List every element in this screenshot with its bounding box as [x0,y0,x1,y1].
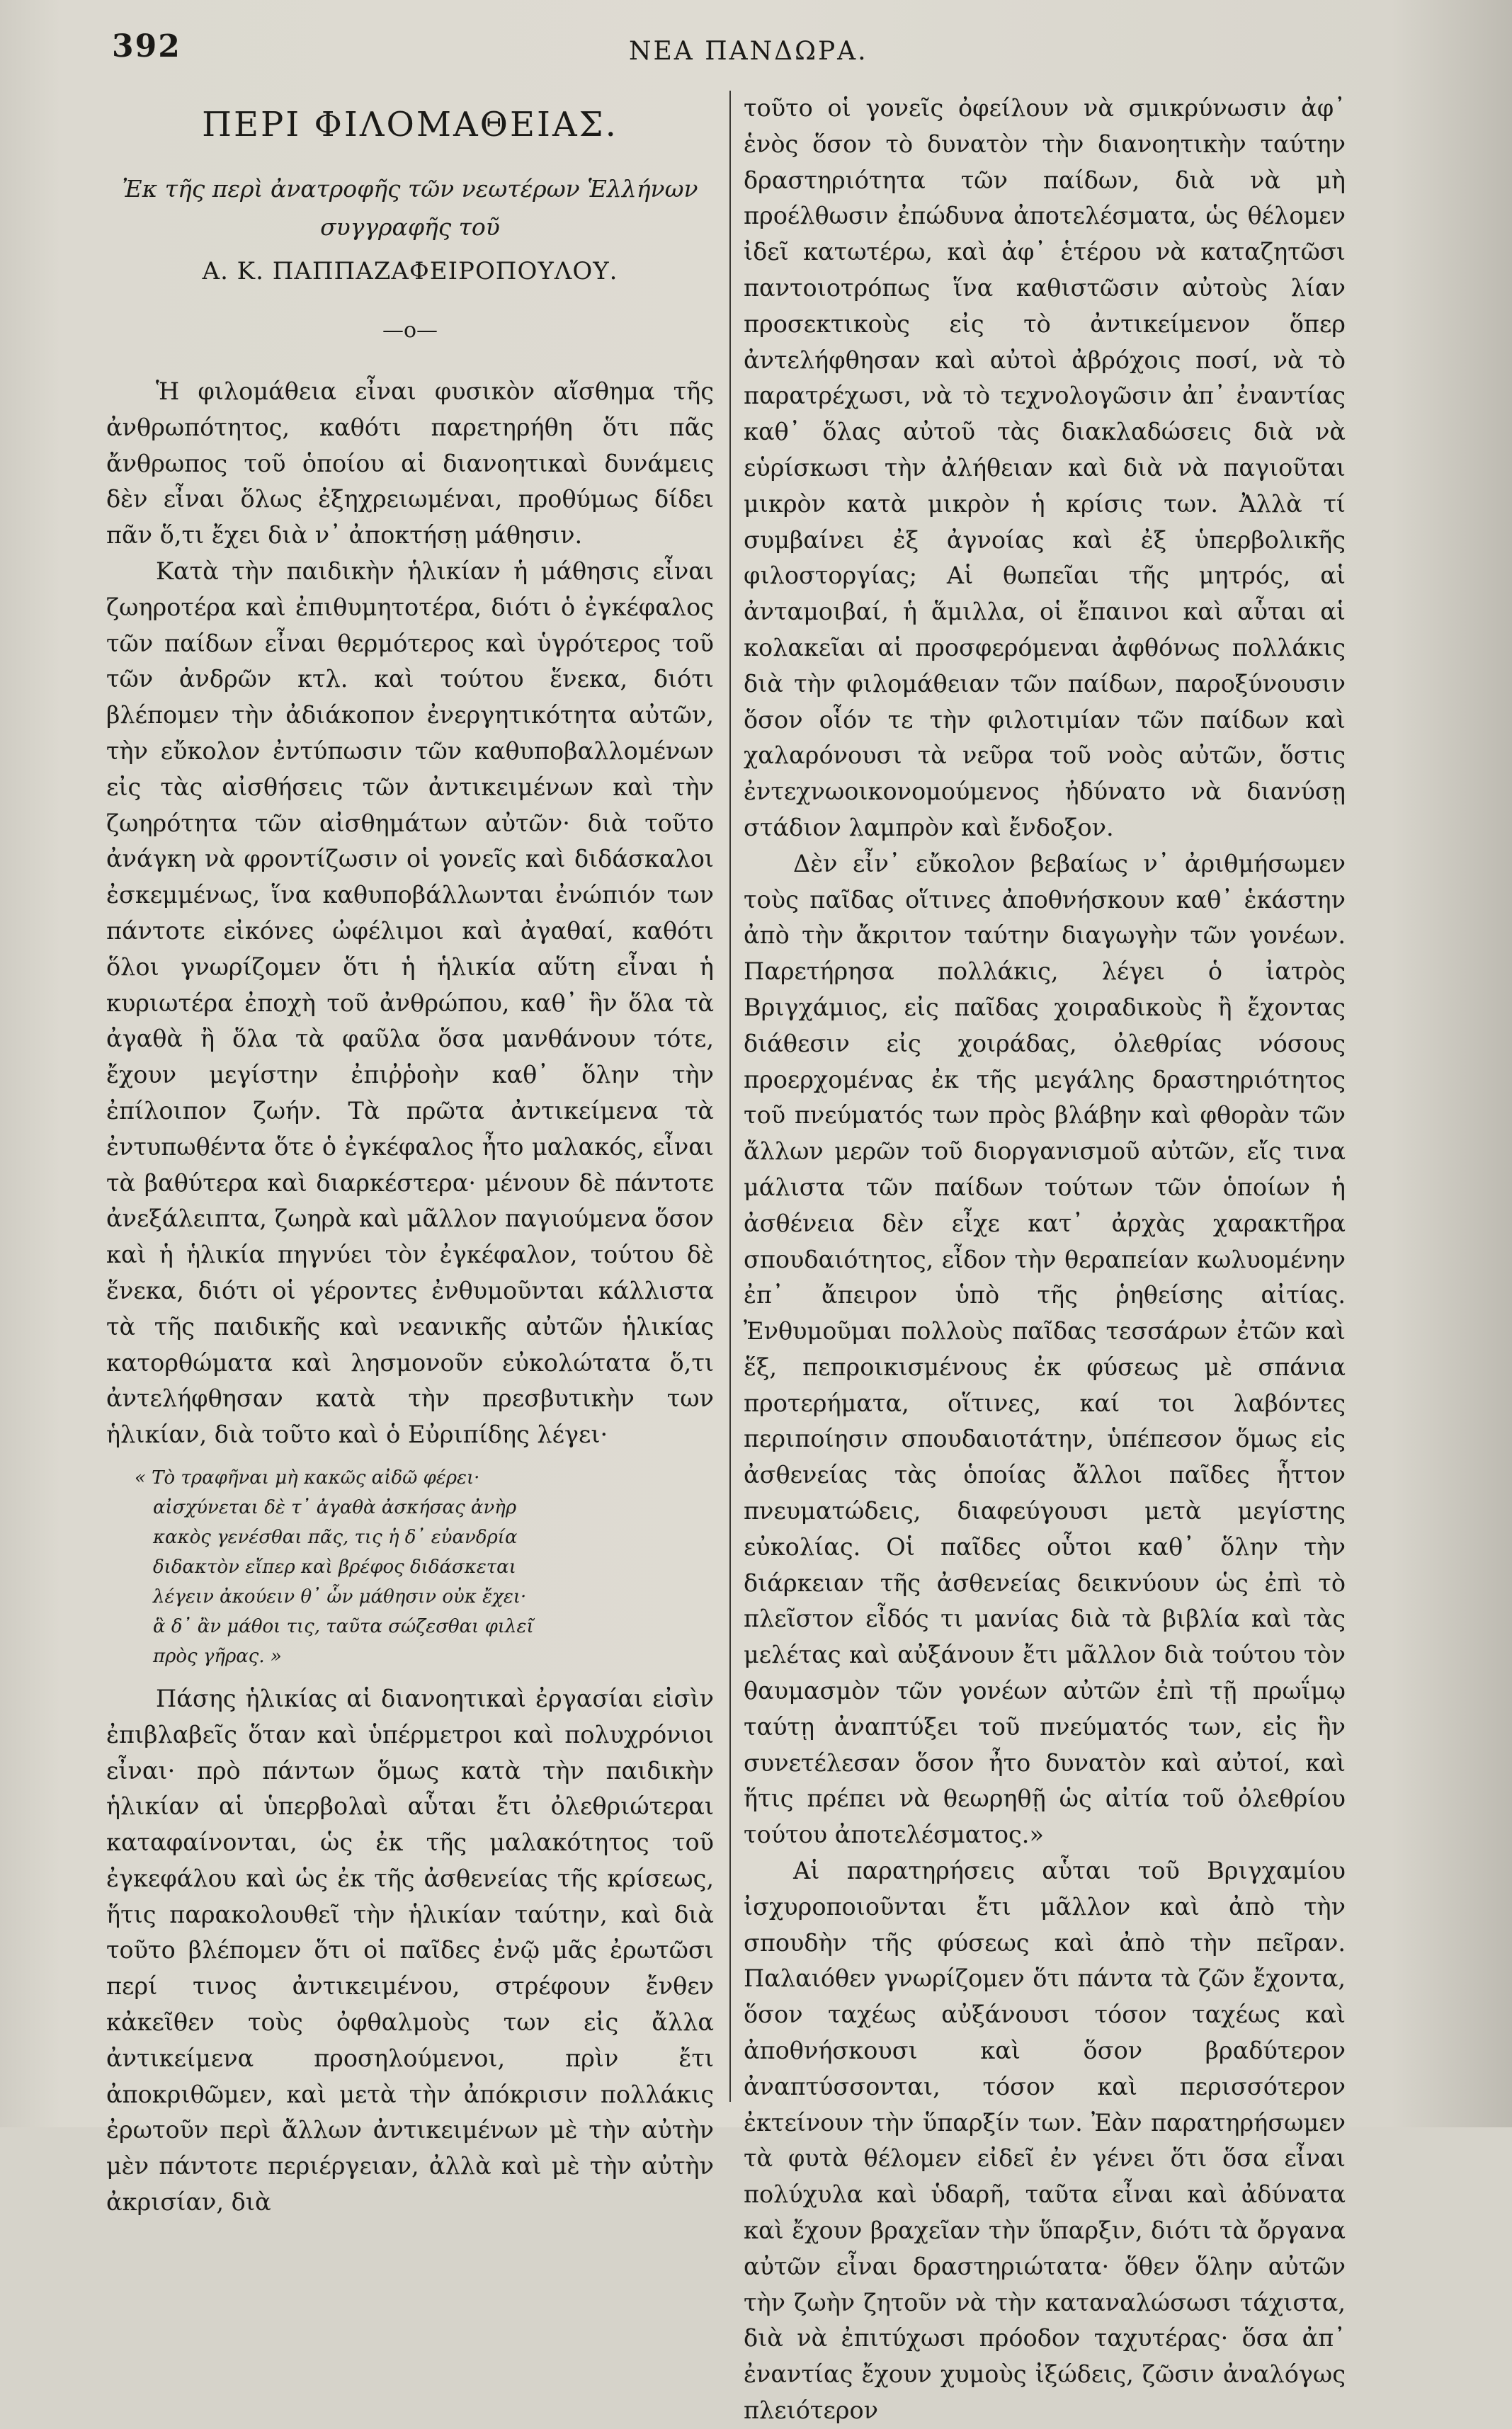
paragraph-right-3: Αἱ παρατηρήσεις αὗται τοῦ Βριγχαμίου ἰσχυροποιοῦνται ἔτι μᾶλλον καὶ ἀπὸ τὴν σπουδὴν τῆς φύσεως καὶ ἀπὸ τὴν πεῖραν. Παλαιόθεν γνωρίζομεν ὅτι πάντα τὰ ζῶν ἔχοντα, ὅσον ταχέως αὐξάνουσι τόσον ταχέως καὶ ἀποθνήσκουσι καὶ ὅσον βραδύτερον ἀναπτύσσονται, τόσον καὶ περισσότερον ἐκτείνουν τὴν ὕπαρξίν των. Ἐὰν παρατηρήσωμεν τὰ φυτὰ θέλομεν εἰδεῖ ἐν γένει ὅτι ὅσα εἶναι πολύχυλα καὶ ὑδαρῆ, ταῦτα εἶναι καὶ ἀδύνατα καὶ ἔχουν βραχεῖαν τὴν ὕπαρξιν, διότι τὰ ὄργανα αὐτῶν εἶναι δραστηριώτατα· ὅθεν ὅλην αὐτῶν τὴν ζωὴν ζητοῦν νὰ τὴν καταναλώσωσι τάχιστα, διὰ νὰ ἐπιτύχωσι πρόοδον ταχυτέρας· ὅσα ἀπ᾽ ἐναντίας ἔχουν χυμοὺς ἰξώδεις, ζῶσιν ἀναλόγως πλειότερον [744,1857,1346,2424]
paragraph-left-3: Πάσης ἡλικίας αἱ διανοητικαὶ ἐργασίαι εἰσὶν ἐπιβλαβεῖς ὅταν καὶ ὑπέρμετροι καὶ πολυχρόνιοι εἶναι· πρὸ πάντων ὅμως κατὰ τὴν παιδικὴν ἡλικίαν αἱ ὑπερβολαὶ αὗται ἔτι ὀλεθριώτεραι καταφαίνονται, ὡς ἐκ τῆς μαλακότητος τοῦ ἐγκεφάλου καὶ ὡς ἐκ τῆς ἀσθενείας τῆς κρίσεως, ἥτις παρακολουθεῖ τὴν ἡλικίαν ταύτην, καὶ διὰ τοῦτο βλέπομεν ὅτι οἱ παῖδες ἐνῷ μᾶς ἐρωτῶσι περί τινος ἀντικειμένου, στρέφουν ἔνθεν κἀκεῖθεν τοὺς ὀφθαλμοὺς των εἰς ἄλλα ἀντικείμενα προσηλούμενοι, πρὶν ἔτι ἀποκριθῶμεν, καὶ μετὰ τὴν ἀπόκρισιν πολλάκις ἐρωτοῦν περὶ ἄλλων ἀντικειμένων μὲ τὴν αὐτὴν μὲν πάντοτε περιέργειαν, ἀλλὰ καὶ μὲ τὴν αὐτὴν ἀκρισίαν, διὰ [106,1684,714,2217]
quote-line: ἃ δ᾽ ἂν μάθοι τις, ταῦτα σώζεσθαι φιλεῖ [153,1615,534,1637]
quote-line: διδακτὸν εἴπερ καὶ βρέφος διδάσκεται [153,1556,516,1578]
right-column [744,91,1346,2429]
article-title: ΠΕΡΙ ΦΙΛΟΜΑΘΕΙΑΣ. [202,105,618,144]
paragraph-right-2: Δὲν εἶν᾽ εὔκολον βεβαίως ν᾽ ἀριθμήσωμεν τοὺς παῖδας οἵτινες ἀποθνήσκουν καθ᾽ ἑκάστην ἀπὸ τὴν ἄκριτον ταύτην διαγωγὴν τῶν γονέων. Παρετήρησα πολλάκις, λέγει ὁ ἰατρὸς Βριγχάμιος, εἰς παῖδας χοιραδικοὺς ἢ ἔχοντας διάθεσιν εἰς χοιράδας, ὀλεθρίας νόσους προερχομένας ἐκ τῆς μεγάλης δραστηριότητος τοῦ πνεύματός των πρὸς βλάβην καὶ φθορὰν τῶν ἄλλων μερῶν τοῦ διοργανισμοῦ αὐτῶν, εἴς τινα μάλιστα τῶν παίδων τούτων τῶν ὁποίων ἡ ἀσθένεια δὲν εἶχε κατ᾽ ἀρχὰς χαρακτῆρα σπουδαιότητος, εἶδον τὴν θεραπείαν κωλυομένην ἐπ᾽ ἄπειρον ὑπὸ τῆς ῥηθείσης αἰτίας. Ἐνθυμοῦμαι πολλοὺς παῖδας τεσσάρων ἐτῶν καὶ ἕξ, πεπροικισμένους ἐκ φύσεως μὲ σπάνια προτερήματα, οἵτινες, καί τοι λαβόντες περιποίησιν σπουδαιοτάτην, ὑπέπεσον ὅμως εἰς ἀσθενείας τὰς ὁποίας ἄλλοι παῖδες ἧττον πνευματώδεις, διαφεύγουσι μετὰ μεγίστης εὐκολίας. Οἱ παῖδες οὗτοι καθ᾽ ὅλην τὴν διάρκειαν τῆς ἀσθενείας δεικνύουν ὡς ἐπὶ τὸ πλεῖστον εἶδός τι μανίας διὰ τὰ βιβλία καὶ τὰς μελέτας καὶ αὐξάνουν ἔτι μᾶλλον διὰ τούτου τὸν θαυμασμὸν τῶν γονέων αὐτῶν ἐπὶ τῇ πρωΐμῳ ταύτῃ ἀναπτύξει τοῦ πνεύματός των, εἰς ἣν συνετέλεσαν ὅσον ἦτο δυνατὸν καὶ αὐτοί, καὶ ἥτις πρέπει νὰ θεωρηθῇ ὡς αἰτία τοῦ ὀλεθρίου τούτου ἀποτελέσματος.» [744,849,1346,1849]
column-divider [729,91,731,2102]
quote-line: κακὸς γενέσθαι πᾶς, τις ἡ δ᾽ εὐανδρία [153,1526,518,1548]
quote-line: « Τὸ τραφῆναι μὴ κακῶς αἰδῶ φέρει· [135,1467,480,1489]
quote-line: αἰσχύνεται δὲ τ᾽ ἀγαθὰ ἀσκήσας ἀνὴρ [153,1496,517,1518]
quote-line: πρὸς γῆρας. » [153,1645,282,1667]
paragraph-left-2: Κατὰ τὴν παιδικὴν ἡλικίαν ἡ μάθησις εἶναι ζωηροτέρα καὶ ἐπιθυμητοτέρα, διότι ὁ ἐγκέφαλος τῶν παίδων εἶναι θερμότερος καὶ ὑγρότερος τοῦ τῶν ἀνδρῶν κτλ. καὶ τούτου ἕνεκα, διότι βλέπομεν τὴν ἀδιάκοπον ἐνεργητικότητα αὐτῶν, τὴν εὔκολον ἐντύπωσιν τῶν καθυποβαλλομένων εἰς τὰς αἰσθήσεις τῶν ἀντικειμένων καὶ τὴν ζωηρότητα τῶν αἰσθημάτων αὐτῶν· διὰ τοῦτο ἀνάγκη νὰ φροντίζωσιν οἱ γονεῖς καὶ διδάσκαλοι ἐσκεμμένως, ἵνα καθυποβάλλωνται ἐνώπιόν των πάντοτε εἰκόνες ὠφέλιμοι καὶ ἀγαθαί, καθότι ὅλοι γνωρίζομεν ὅτι ἡ ἡλικία αὕτη εἶναι ἡ κυριωτέρα ἐποχὴ τοῦ ἀνθρώπου, καθ᾽ ἣν ὅλα τὰ ἀγαθὰ ἢ ὅλα τὰ φαῦλα ὅσα μανθάνουν τότε, ἔχουν μεγίστην ἐπιῤῥοὴν καθ᾽ ὅλην τὴν ἐπίλοιπον ζωήν. Τὰ πρῶτα ἀντικείμενα τὰ ἐντυπωθέντα ὅτε ὁ ἐγκέφαλος ἦτο μαλακός, εἶναι τὰ βαθύτερα καὶ διαρκέστερα· μένουν δὲ πάντοτε ἀνεξάλειπτα, ζωηρὰ καὶ μᾶλλον παγιούμενα ὅσον καὶ ἡ ἡλικία πηγνύει τὸν ἐγκέφαλον, τούτου δὲ ἕνεκα, διότι οἱ γέροντες ἐνθυμοῦνται κάλλιστα τὰ τῆς παιδικῆς καὶ νεανικῆς αὐτῶν ἡλικίας κατορθώματα καὶ λησμονοῦν εὐκολώτατα ὅ,τι ἀντελήφθησαν κατὰ τὴν πρεσβυτικὴν των ἡλικίαν, διὰ τοῦτο καὶ ὁ Εὐριπίδης λέγει· [106,557,714,1449]
page-number: 392 [112,28,181,64]
quote-line: λέγειν ἀκούειν θ᾽ ὧν μάθησιν οὐκ ἔχει· [153,1586,527,1608]
source-line-1: Ἐκ τῆς περὶ ἀνατροφῆς τῶν νεωτέρων Ἑλλήνων [122,175,698,203]
article-author: Α. Κ. ΠΑΠΠΑΖΑΦΕΙΡΟΠΟΥΛΟΥ. [202,257,618,285]
section-ornament: —ο— [382,318,438,343]
source-line-2: συγγραφῆς τοῦ [320,213,500,241]
left-column [106,93,714,2221]
euripides-quote [135,1463,714,1671]
paragraph-left-1: Ἡ φιλομάθεια εἶναι φυσικὸν αἴσθημα τῆς ἀνθρωπότητος, καθότι παρετηρήθη ὅτι πᾶς ἄνθρωπος τοῦ ὁποίου αἱ διανοητικαὶ δυνάμεις δὲν εἶναι ὅλως ἐξηχρειωμέναι, προθύμως δίδει πᾶν ὅ,τι ἔχει διὰ ν᾽ ἀποκτήσῃ μάθησιν. [106,377,714,550]
running-title: ΝΕΑ ΠΑΝΔΩΡΑ. [629,37,868,66]
paragraph-right-1: τοῦτο οἱ γονεῖς ὀφείλουν νὰ σμικρύνωσιν ἀφ᾽ ἑνὸς ὅσον τὸ δυνατὸν τὴν διανοητικὴν ταύτην δραστηριότητα τῶν παίδων, διὰ νὰ μὴ προέλθωσιν ἐπώδυνα ἀποτελέσματα, ὡς θέλομεν ἰδεῖ κατωτέρω, καὶ ἀφ᾽ ἑτέρου νὰ καταζητῶσι παντοιοτρόπως ἵνα καθιστῶσιν αὐτοὺς λίαν προσεκτικοὺς εἰς τὸ ἀντικείμενον ὅπερ ἀντελήφθησαν καὶ αὐτοὶ ἀβρόχοις ποσί, νὰ τὸ παρατρέχωσι, νὰ τὸ τεχνολογῶσιν ἀπ᾽ ἐναντίας καθ᾽ ὅλας αὐτοῦ τὰς διακλαδώσεις διὰ νὰ εὑρίσκωσι τὴν ἀλήθειαν καὶ διὰ νὰ παγιοῦται μικρὸν κατὰ μικρὸν ἡ κρίσις των. Ἀλλὰ τί συμβαίνει ἐξ ἀγνοίας καὶ ἐξ ὑπερβολικῆς φιλοστοργίας; Αἱ θωπεῖαι τῆς μητρός, αἱ ἀνταμοιβαί, ἡ ἅμιλλα, οἱ ἔπαινοι καὶ αὗται αἱ κολακεῖαι αἱ προσφερόμεναι ἀφθόνως πολλάκις διὰ τὴν φιλομάθειαν τῶν παίδων, παροξύνουσιν ὅσον οἷόν τε τὴν φιλοτιμίαν τῶν παίδων καὶ χαλαρόνουσι τὰ νεῦρα τοῦ νοὸς αὐτῶν, ὅστις ἐντεχνωοικονομούμενος ἠδύνατο νὰ διανύσῃ στάδιον λαμπρὸν καὶ ἔνδοξον. [744,94,1346,841]
